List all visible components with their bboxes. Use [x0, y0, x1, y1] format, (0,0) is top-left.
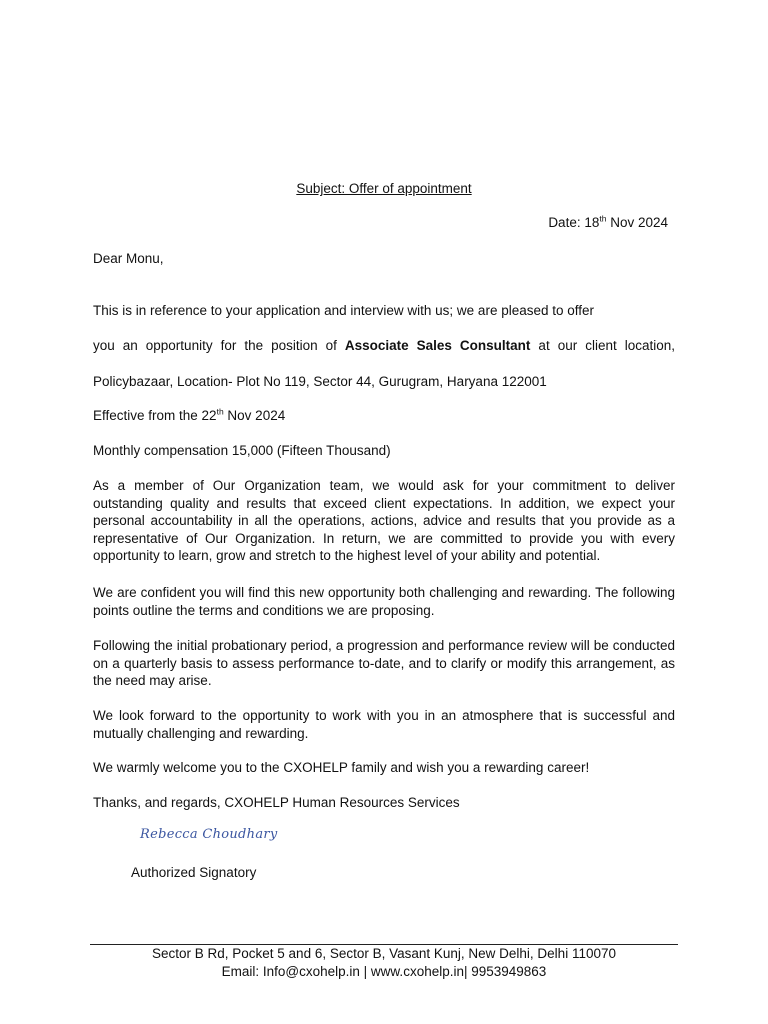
welcome-line: We warmly welcome you to the CXOHELP family and wish you a rewarding career! — [93, 760, 590, 775]
letter-date — [548, 214, 668, 231]
location-line: Policybazaar, Location- Plot No 119, Sector 44, Gurugram, Haryana 122001 — [93, 374, 547, 389]
confident-paragraph: We are confident you will find this new opportunity both challenging and rewarding. The following points outline the terms and conditions we are proposing. — [93, 585, 675, 618]
effective-prefix: Effective from the 22 — [93, 408, 217, 423]
greeting: Dear Monu, — [93, 251, 164, 266]
date-suffix: Nov 2024 — [606, 215, 668, 230]
handwritten-signature: Rebecca Choudhary — [140, 827, 278, 842]
date-ordinal: th — [599, 213, 607, 224]
intro-line-2-post: at our client location, — [530, 338, 675, 353]
date-prefix: Date: 18 — [548, 215, 600, 230]
closing-line: Thanks, and regards, CXOHELP Human Resources Services — [93, 795, 460, 810]
intro-line-2-pre: you an opportunity for the position of — [93, 338, 345, 353]
effective-ordinal: th — [216, 406, 224, 417]
probation-paragraph: Following the initial probationary period, a progression and performance review will be conducted on a quarterly basis to assess performance to-date, and to clarify or modify this arrangement, as the need may arise. — [93, 638, 675, 688]
look-forward-paragraph: We look forward to the opportunity to work with you in an atmosphere that is successful and mutually challenging and rewarding. — [93, 708, 675, 741]
footer-contact: Email: Info@cxohelp.in | www.cxohelp.in| 9953949863 — [221, 964, 547, 979]
intro-line-1: This is in reference to your application and interview with us; we are pleased to offer — [93, 303, 595, 318]
subject-line: Subject: Offer of appointment — [296, 181, 472, 196]
commitment-paragraph: As a member of Our Organization team, we would ask for your commitment to deliver outstanding quality and results that exceed client expectations. In addition, we expect your personal accountability in all the operations, actions, advice and results that you provide as a representative of Our Organization. In return, we are committed to provide you with every opportunity to learn, grow and stretch to the highest level of your ability and potential. — [93, 478, 675, 563]
effective-suffix: Nov 2024 — [223, 408, 286, 423]
effective-date — [93, 407, 285, 424]
compensation-line: Monthly compensation 15,000 (Fifteen Thousand) — [93, 443, 391, 458]
footer-address: Sector B Rd, Pocket 5 and 6, Sector B, Vasant Kunj, New Delhi, Delhi 110070 — [151, 946, 616, 961]
intro-line-2 — [93, 337, 675, 354]
position-title: Associate Sales Consultant — [344, 338, 531, 353]
signatory-title: Authorized Signatory — [131, 865, 257, 880]
